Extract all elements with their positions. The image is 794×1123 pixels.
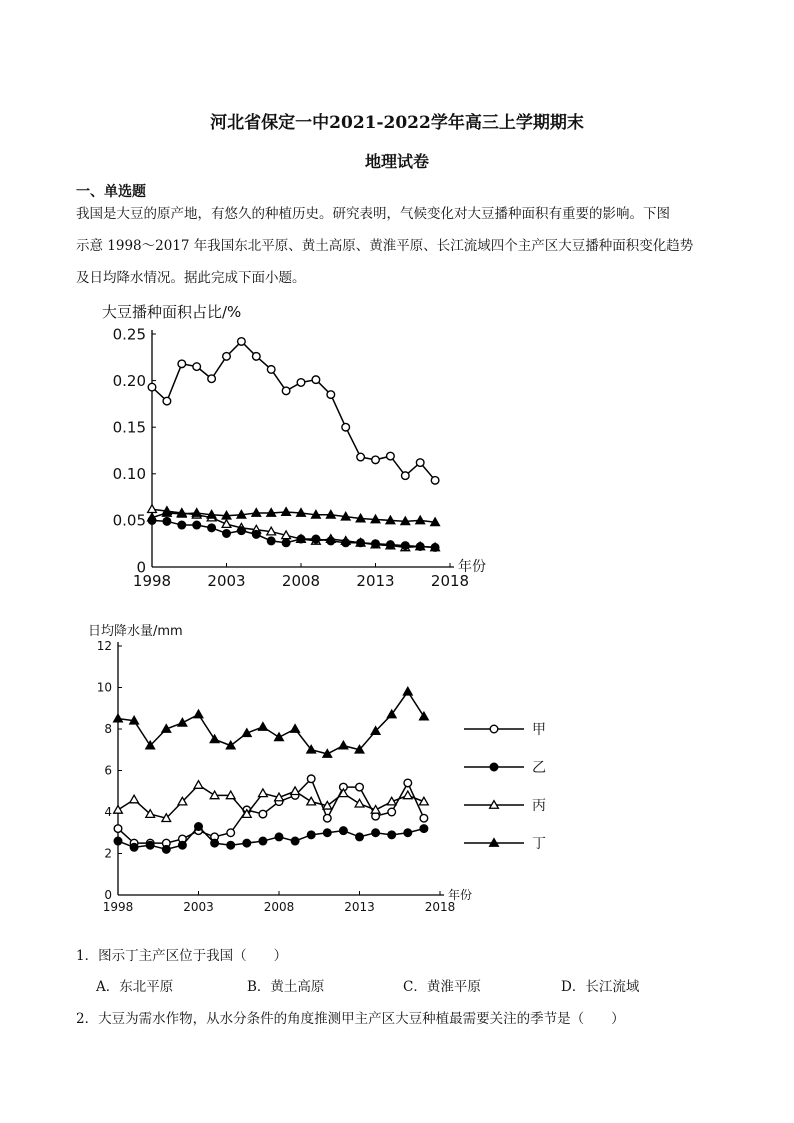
data-point — [291, 725, 300, 733]
y-axis-label: 日均降水量/mm — [88, 624, 183, 639]
data-point — [130, 843, 138, 851]
y-tick-label: 4 — [104, 805, 112, 820]
data-point — [178, 718, 187, 726]
data-point — [388, 808, 396, 816]
legend-marker — [490, 725, 498, 733]
data-point — [179, 841, 187, 849]
y-tick-label: 10 — [96, 680, 112, 695]
legend-label: 丁 — [532, 836, 546, 852]
legend-label: 乙 — [532, 760, 546, 776]
data-point — [227, 841, 235, 849]
series-4 — [114, 687, 429, 757]
data-point — [130, 795, 139, 803]
y-tick-label: 6 — [104, 763, 112, 778]
data-point — [307, 797, 316, 805]
data-point — [275, 733, 284, 741]
intro-line-2: 示意 1998～2017 年我国东北平原、黄土高原、黄淮平原、长江流域四个主产区大豆播种面积变化趋势 — [76, 238, 694, 254]
legend-label: 甲 — [532, 722, 546, 738]
section-heading: 一、单选题 — [76, 184, 146, 200]
y-tick-label: 12 — [96, 639, 112, 654]
x-tick-label: 2018 — [430, 572, 470, 590]
data-point — [114, 714, 123, 722]
data-point — [259, 789, 268, 797]
data-point — [291, 837, 299, 845]
data-point — [259, 810, 267, 818]
data-point — [372, 829, 380, 837]
y-tick-label: 8 — [104, 722, 112, 737]
x-tick-label: 2018 — [424, 900, 456, 914]
data-point — [307, 775, 315, 783]
data-point — [420, 814, 428, 822]
x-tick-label: 1998 — [132, 572, 172, 590]
intro-line-1: 我国是大豆的原产地，有悠久的种植历史。研究表明，气候变化对大豆播种面积有重要的影响。下图 — [76, 206, 670, 222]
data-point — [114, 806, 123, 814]
data-point — [355, 799, 364, 807]
y-tick-label: 0 — [104, 888, 112, 903]
data-point — [195, 823, 203, 831]
question-1-option-b[interactable]: B．黄土高原 — [247, 979, 325, 995]
y-tick-label: 0.15 — [112, 418, 146, 437]
data-point — [194, 710, 203, 718]
x-tick-label: 1998 — [102, 900, 134, 914]
y-axis-label: 大豆播种面积占比/% — [102, 303, 242, 321]
data-point — [259, 723, 268, 731]
data-point — [388, 831, 396, 839]
x-tick-label: 2003 — [207, 572, 246, 590]
data-point — [243, 839, 251, 847]
data-point — [307, 831, 315, 839]
x-axis-label: 年份 — [448, 888, 473, 902]
data-point — [259, 837, 267, 845]
question-1-option-a[interactable]: A．东北平原 — [96, 979, 174, 995]
data-point — [404, 829, 412, 837]
data-point — [403, 687, 412, 695]
x-axis-label: 年份 — [458, 559, 486, 575]
data-point — [356, 783, 364, 791]
x-tick-label: 2008 — [281, 572, 321, 590]
data-point — [324, 829, 332, 837]
intro-line-3: 及日均降水情况。据此完成下面小题。 — [76, 270, 306, 286]
data-point — [420, 825, 428, 833]
data-point — [163, 846, 171, 854]
data-point — [194, 781, 203, 789]
question-1-stem: 1．图示丁主产区位于我国（ ） — [76, 948, 288, 964]
x-tick-label: 2003 — [183, 900, 214, 914]
data-point — [420, 712, 429, 720]
question-1-option-c[interactable]: C．黄淮平原 — [403, 979, 481, 995]
legend-marker — [490, 763, 498, 771]
data-point — [146, 841, 154, 849]
data-point — [339, 741, 348, 749]
data-point — [114, 825, 122, 833]
data-point — [403, 791, 412, 799]
y-tick-label: 0.10 — [112, 465, 146, 484]
x-tick-label: 2013 — [356, 572, 395, 590]
y-tick-label: 0.25 — [112, 325, 146, 344]
y-tick-label: 0.20 — [112, 371, 146, 390]
y-tick-label: 2 — [104, 846, 112, 861]
data-point — [211, 839, 219, 847]
x-tick-label: 2008 — [263, 900, 295, 914]
data-point — [340, 827, 348, 835]
question-2-stem: 2．大豆为需水作物，从水分条件的角度推测甲主产区大豆种植最需要关注的季节是（ ） — [76, 1011, 625, 1027]
x-tick-label: 2013 — [344, 900, 375, 914]
series-line — [118, 692, 424, 754]
data-point — [210, 735, 219, 743]
y-tick-label: 0 — [136, 558, 146, 577]
data-point — [275, 833, 283, 841]
paper-title: 河北省保定一中2021-2022学年高三上学期期末 — [210, 113, 584, 133]
data-point — [404, 779, 412, 787]
series-2 — [114, 823, 428, 853]
data-point — [324, 814, 332, 822]
data-point — [356, 833, 364, 841]
question-1-option-d[interactable]: D．长江流域 — [561, 979, 640, 995]
legend-label: 丙 — [532, 798, 546, 814]
data-point — [114, 837, 122, 845]
series-1 — [114, 775, 428, 847]
data-point — [291, 787, 300, 795]
data-point — [227, 829, 235, 837]
paper-subtitle: 地理试卷 — [364, 152, 429, 171]
y-tick-label: 0.05 — [112, 511, 146, 530]
